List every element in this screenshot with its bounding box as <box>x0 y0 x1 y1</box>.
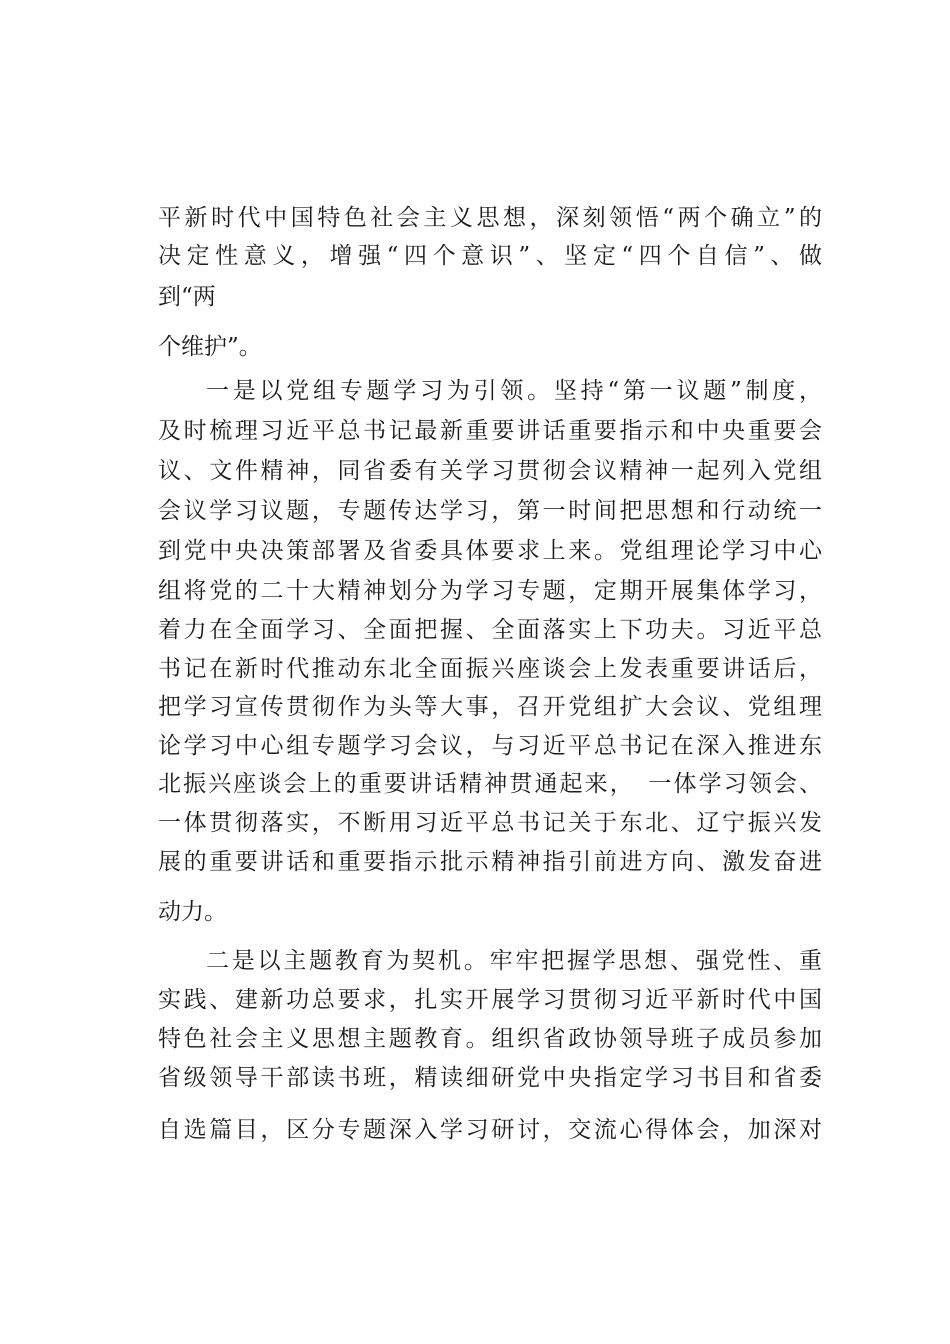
paragraph-first-line: 一是以党组专题学习为引领。坚持“第一议题”制度， <box>206 378 822 404</box>
text-line: 自选篇目，区分专题深入学习研讨，交流心得体会，加深对 <box>158 1117 822 1143</box>
paragraph-first-line: 二是以主题教育为契机。牢牢把握学思想、强党性、重 <box>206 948 822 974</box>
text-line: 着力在全面学习、全面把握、全面落实上下功夫。习近平总 <box>158 617 822 643</box>
text-line: 议、文件精神，同省委有关学习贯彻会议精神一起列入党组 <box>158 458 822 484</box>
text-line: 北振兴座谈会上的重要讲话精神贯通起来， 一体学习领会、 <box>158 771 822 797</box>
text-line: 到“两 <box>158 284 216 310</box>
text-line: 省级领导干部读书班，精读细研党中央指定学习书目和省委 <box>158 1065 822 1091</box>
text-line: 平新时代中国特色社会主义思想，深刻领悟“两个确立”的 <box>158 205 822 231</box>
text-line: 组将党的二十大精神划分为学习专题，定期开展集体学习， <box>158 578 822 604</box>
text-line: 一体贯彻落实，不断用习近平总书记关于东北、辽宁振兴发 <box>158 810 822 836</box>
text-line: 展的重要讲话和重要指示批示精神指引前进方向、激发奋进 <box>158 849 822 875</box>
text-line: 把学习宣传贯彻作为头等大事，召开党组扩大会议、党组理 <box>158 694 822 720</box>
text-line: 书记在新时代推动东北全面振兴座谈会上发表重要讲话后， <box>158 656 822 682</box>
text-line: 到党中央决策部署及省委具体要求上来。党组理论学习中心 <box>158 538 822 564</box>
text-line: 论学习中心组专题学习会议，与习近平总书记在深入推进东 <box>158 733 822 759</box>
text-line: 会议学习议题，专题传达学习，第一时间把思想和行动统一 <box>158 498 822 524</box>
text-line: 及时梳理习近平总书记最新重要讲话重要指示和中央重要会 <box>158 418 822 444</box>
text-line: 动力。 <box>158 899 227 925</box>
text-line: 实践、建新功总要求，扎实开展学习贯彻习近平新时代中国 <box>158 987 822 1013</box>
text-line: 个维护”。 <box>158 334 262 360</box>
text-line: 特色社会主义思想主题教育。组织省政协领导班子成员参加 <box>158 1026 822 1052</box>
text-line: 决定性意义，增强“四个意识”、坚定“四个自信”、做 <box>158 243 822 269</box>
